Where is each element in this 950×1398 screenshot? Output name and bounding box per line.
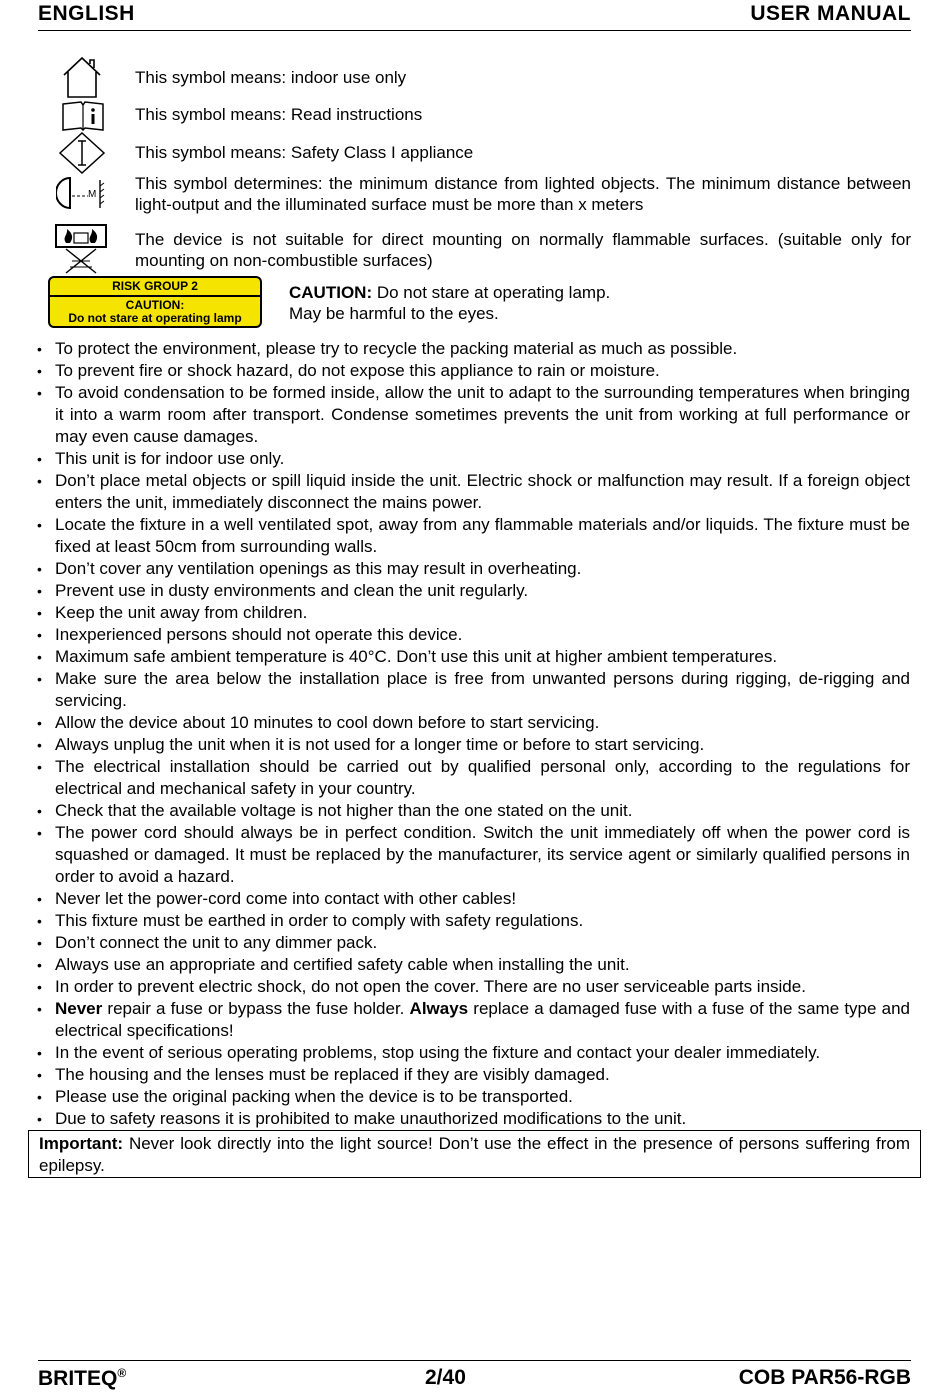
- risk-group-label: [48, 276, 262, 328]
- symbol-text-flammable-surface: The device is not suitable for direct mounting on normally flammable surfaces. (suitable only for mounting on non-combustible surfaces): [135, 230, 911, 270]
- list-item: • Please use the original packing when the device is to be transported.: [34, 1086, 910, 1108]
- list-item-fuse: [34, 998, 910, 1042]
- caution-text: Do not stare at operating lamp.: [372, 283, 611, 302]
- list-item: • Prevent use in dusty environments and clean the unit regularly.: [34, 580, 910, 602]
- safety-rules-list: [34, 338, 910, 1130]
- fuse-part1: repair a fuse or bypass the fuse holder.: [102, 999, 410, 1018]
- important-text: Never look directly into the light source! Don’t use the effect in the presence of persons suffering from epilepsy.: [39, 1134, 910, 1175]
- list-item: • Always use an appropriate and certified safety cable when installing the unit.: [34, 954, 910, 976]
- list-item: • This unit is for indoor use only.: [34, 448, 910, 470]
- caution-note: [289, 282, 610, 324]
- important-label: Important:: [39, 1134, 124, 1153]
- list-item: • This fixture must be earthed in order to comply with safety regulations.: [34, 910, 910, 932]
- list-item: • Never let the power-cord come into contact with other cables!: [34, 888, 910, 910]
- symbol-text-minimum-distance: This symbol determines: the minimum distance from lighted objects. The minimum distance between light-output and the illuminated surface must be more than x meters: [135, 174, 911, 214]
- list-item: • Keep the unit away from children.: [34, 602, 910, 624]
- header-language: ENGLISH: [38, 2, 135, 25]
- footer-brand-name: BRITEQ: [38, 1367, 118, 1390]
- registered-mark: ®: [117, 1366, 127, 1380]
- list-item: • Check that the available voltage is not higher than the one stated on the unit.: [34, 800, 910, 822]
- list-item: • Don’t connect the unit to any dimmer pack.: [34, 932, 910, 954]
- page-header: [38, 0, 911, 31]
- safety-class-i-icon: [58, 131, 106, 175]
- footer-brand: [38, 1366, 126, 1391]
- symbol-text-safety-class: This symbol means: Safety Class I appliance: [135, 143, 474, 162]
- list-item: • To prevent fire or shock hazard, do not expose this appliance to rain or moisture.: [34, 360, 910, 382]
- list-item: • In order to prevent electric shock, do not open the cover. There are no user serviceable parts inside.: [34, 976, 910, 998]
- footer-page-number: 2/40: [425, 1366, 466, 1389]
- caution-label: CAUTION:: [289, 283, 373, 302]
- minimum-distance-icon: [56, 176, 106, 210]
- page-footer: [38, 1360, 911, 1398]
- symbol-text-read-instructions: This symbol means: Read instructions: [135, 105, 423, 124]
- list-item: • Don’t place metal objects or spill liquid inside the unit. Electric shock or malfunction may result. If a foreign object enters the unit, immediately disconnect the mains power.: [34, 470, 910, 514]
- list-item: • To avoid condensation to be formed inside, allow the unit to adapt to the surrounding temperatures when bringing it into a warm room after transport. Condense sometimes prevents the unit from working at full performance or may even cause damages.: [34, 382, 910, 448]
- header-title: USER MANUAL: [750, 2, 911, 25]
- list-item: • Locate the fixture in a well ventilated spot, away from any flammable materials and/or liquids. The fixture must be fixed at least 50cm from surrounding walls.: [34, 514, 910, 558]
- caution-line2: May be harmful to the eyes.: [289, 304, 499, 323]
- list-item: • Allow the device about 10 minutes to cool down before to start servicing.: [34, 712, 910, 734]
- risk-group-title: RISK GROUP 2: [50, 280, 260, 297]
- no-flammable-surface-icon: [54, 223, 108, 275]
- list-item: • The housing and the lenses must be replaced if they are visibly damaged.: [34, 1064, 910, 1086]
- list-item: • To protect the environment, please try to recycle the packing material as much as possible.: [34, 338, 910, 360]
- read-instructions-icon: [60, 100, 106, 132]
- list-item: • Maximum safe ambient temperature is 40°C. Don’t use this unit at higher ambient temperatures.: [34, 646, 910, 668]
- fuse-never: Never: [55, 999, 103, 1018]
- list-item: • Make sure the area below the installation place is free from unwanted persons during rigging, de-rigging and servicing.: [34, 668, 910, 712]
- risk-group-caution: CAUTION:: [125, 298, 185, 312]
- risk-group-warning: Do not stare at operating lamp: [68, 311, 242, 325]
- list-item: • Due to safety reasons it is prohibited to make unauthorized modifications to the unit.: [34, 1108, 910, 1130]
- svg-text:M: M: [88, 189, 97, 200]
- list-item: • Always unplug the unit when it is not used for a longer time or before to start servicing.: [34, 734, 910, 756]
- footer-model: COB PAR56-RGB: [738, 1366, 911, 1389]
- list-item: • Inexperienced persons should not operate this device.: [34, 624, 910, 646]
- list-item: • The electrical installation should be carried out by qualified personal only, according to the regulations for electrical and mechanical safety in your country.: [34, 756, 910, 800]
- house-icon: [60, 55, 104, 99]
- symbol-text-indoor: This symbol means: indoor use only: [135, 68, 407, 87]
- list-item: • Don’t cover any ventilation openings as this may result in overheating.: [34, 558, 910, 580]
- list-item: • The power cord should always be in perfect condition. Switch the unit immediately off when the power cord is squashed or damaged. It must be replaced by the manufacturer, its service agent or similarly qualified persons in order to avoid a hazard.: [34, 822, 910, 888]
- list-item: • In the event of serious operating problems, stop using the fixture and contact your dealer immediately.: [34, 1042, 910, 1064]
- important-notice: [28, 1130, 921, 1178]
- fuse-always: Always: [409, 999, 469, 1018]
- fuse-part2: replace a damaged fuse with a fuse of the same type and electrical specifications!: [55, 999, 910, 1040]
